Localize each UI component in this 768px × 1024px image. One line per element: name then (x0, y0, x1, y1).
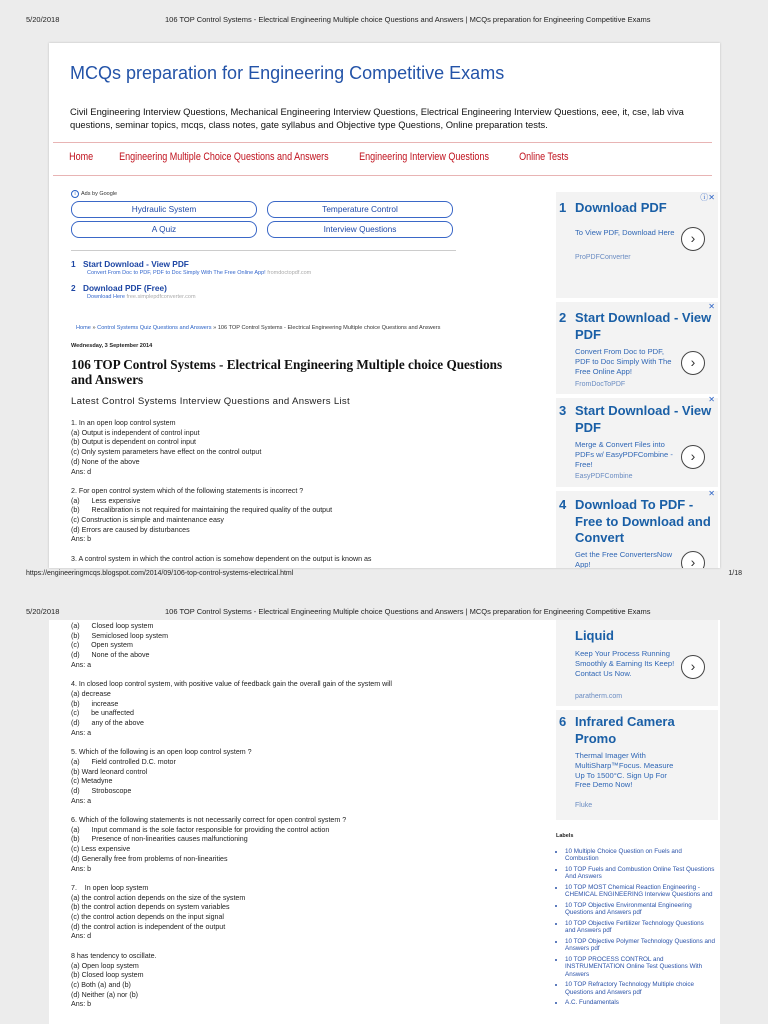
qa-list-page2 (71, 622, 531, 1010)
text-ad-desc: Convert From Doc to PDF, PDF to Doc Simply With The Free Online App! fromdoctopdf.com (87, 270, 312, 276)
side-ad-separator (556, 706, 718, 710)
qa-line: (c) Construction is simple and maintenance easy (71, 516, 224, 525)
qa-line (71, 874, 531, 884)
text-ad-title[interactable]: Download PDF (Free) (83, 283, 167, 293)
ad-divider (71, 250, 456, 251)
post-subheading: Latest Control Systems Interview Questions and Answers List (71, 396, 350, 407)
side-ad-desc: Convert From Doc to PDF, PDF to Doc Simply With The Free Online App! (575, 347, 672, 376)
qa-line: (b) Closed loop system (71, 971, 144, 980)
qa-line: 8 has tendency to oscillate. (71, 951, 157, 960)
qa-line: Ans: d (71, 467, 92, 476)
qa-line: (a) Input command is the sole factor responsible for providing the control action (71, 825, 330, 834)
label-link[interactable]: • 10 TOP Refractory Technology Multiple choice Questions and Answers pdf (565, 981, 716, 996)
nav-interview[interactable]: Engineering Interview Questions (359, 151, 489, 163)
qa-line: Ans: b (71, 535, 92, 544)
qa-line (71, 671, 531, 681)
ad-pill-hydraulic[interactable]: Hydraulic System (71, 201, 257, 218)
print-title: 106 TOP Control Systems - Electrical Engineering Multiple choice Questions and Answers | MCQs preparation for Engineering Competitive Exams (165, 607, 651, 616)
qa-line: 5. Which of the following is an open loop control system ? (71, 748, 252, 757)
side-ad-1[interactable] (556, 193, 718, 284)
page-two (49, 620, 720, 1024)
text-ad-number: 1 (71, 259, 76, 269)
side-ad-6[interactable] (556, 714, 718, 814)
side-ad-rail (556, 192, 718, 568)
breadcrumb-category[interactable]: Control Systems Quiz Questions and Answers (97, 325, 212, 331)
site-description: Civil Engineering Interview Questions, Mechanical Engineering Interview Questions, Electrical Engineering Interview Questions, eee, it, cse, lab viva questions, seminar topics, mcqs, class notes, gate syllabus and Objective type Questions, Online preparation tests. (70, 106, 684, 130)
side-ad-separator (556, 394, 718, 398)
qa-line: (b) increase (71, 699, 119, 708)
label-link[interactable]: • 10 TOP PROCESS CONTROL and INSTRUMENTATION Online Test Questions With Answers (565, 956, 716, 978)
label-link[interactable]: • 10 TOP Objective Environmental Engineering Questions and Answers pdf (565, 902, 716, 917)
side-ad-number: 2 (559, 310, 567, 325)
qa-line: (c) Metadyne (71, 777, 113, 786)
side-ad-source: EasyPDFCombine (575, 473, 633, 480)
chevron-right-icon[interactable]: › (681, 551, 705, 568)
qa-line: Ans: a (71, 796, 92, 805)
side-ad-desc: To View PDF, Download Here (575, 228, 675, 237)
qa-line: (a) Less expensive (71, 496, 141, 505)
qa-line (71, 942, 531, 952)
print-header (0, 15, 768, 29)
qa-line: (c) Only system parameters have effect on the control output (71, 448, 262, 457)
breadcrumb-home[interactable]: Home (76, 325, 91, 331)
nav-mcq[interactable]: Engineering Multiple Choice Questions and Answers (119, 151, 329, 163)
side-ad-desc: Merge & Convert Files into PDFs w/ EasyPDFCombine - Free! (575, 440, 673, 469)
side-ad-title[interactable]: Download To PDF - Free to Download and Convert (575, 497, 711, 545)
qa-line: (c) Open system (71, 641, 133, 650)
close-icon[interactable]: ✕ (708, 395, 715, 404)
side-ad-source: Fluke (575, 802, 593, 809)
qa-line: 2. For open control system which of the following statements is incorrect ? (71, 486, 304, 495)
text-ad-2[interactable] (71, 283, 196, 300)
label-link[interactable]: • 10 TOP Objective Polymer Technology Questions and Answers pdf (565, 938, 716, 953)
qa-line: (b) Output is dependent on control input (71, 438, 197, 447)
qa-line: 7. In open loop system (71, 883, 149, 892)
chevron-right-icon[interactable]: › (681, 445, 705, 469)
labels-heading: Labels (556, 833, 574, 839)
nav-online-tests[interactable]: Online Tests (519, 151, 569, 163)
qa-line: (a) Field controlled D.C. motor (71, 757, 176, 766)
print-header-2 (0, 607, 768, 621)
side-ad-source: paratherm.com (575, 693, 623, 700)
print-date: 5/20/2018 (26, 15, 60, 24)
site-title[interactable]: MCQs preparation for Engineering Competitive Exams (70, 63, 505, 83)
qa-line (71, 477, 531, 487)
qa-line: (b) the control action depends on system variables (71, 903, 230, 912)
qa-line: (d) Errors are caused by disturbances (71, 525, 190, 534)
qa-line: (d) None of the above (71, 651, 150, 660)
qa-line: (c) Both (a) and (b) (71, 980, 131, 989)
ad-choices-icon[interactable]: ⓘ✕ (700, 193, 715, 202)
side-ad-number: 1 (559, 200, 567, 215)
qa-list-page1 (71, 419, 531, 565)
qa-line: (b) Semiclosed loop system (71, 631, 168, 640)
qa-line: (c) be unaffected (71, 709, 134, 718)
qa-line: Ans: b (71, 864, 92, 873)
labels-list (556, 848, 716, 1007)
qa-line: Ans: a (71, 728, 92, 737)
side-ad-2[interactable] (556, 302, 718, 394)
qa-line: (d) the control action is independent of the output (71, 922, 226, 931)
print-page-number: 1/18 (728, 570, 742, 577)
side-ad-desc: Get the Free ConvertersNow App! (575, 550, 673, 568)
qa-line: (d) any of the above (71, 719, 144, 728)
label-link[interactable]: • A.C. Fundamentals (565, 999, 716, 1006)
ads-by-google[interactable] (71, 190, 117, 198)
side-ad-title[interactable]: Infrared Camera Promo (575, 714, 675, 746)
side-ad-number: 6 (559, 714, 567, 729)
side-ad-desc: Keep Your Process Running Smoothly & Earning Its Keep! Contact Us Now. (575, 649, 675, 678)
labels-widget (556, 833, 716, 1010)
side-ad-title[interactable]: Start Download - View PDF (575, 310, 712, 342)
nav-home[interactable]: Home (69, 151, 94, 163)
qa-line: (c) the control action depends on the input signal (71, 913, 225, 922)
side-ad-3[interactable] (556, 395, 718, 483)
main-nav (65, 151, 605, 163)
label-link[interactable]: • 10 TOP Objective Fertilizer Technology Questions and Answers pdf (565, 920, 716, 935)
label-link[interactable]: • 10 Multiple Choice Question on Fuels and Combustion (565, 848, 716, 863)
label-link[interactable]: • 10 TOP MOST Chemical Reaction Engineering - CHEMICAL ENGINEERING Interview Questions and (565, 884, 716, 899)
qa-line: (d) Generally free from problems of non-linearities (71, 854, 228, 863)
post-title: 106 TOP Control Systems - Electrical Engineering Multiple choice Questions and Answers (71, 357, 503, 387)
qa-line (71, 545, 531, 555)
qa-line: Ans: b (71, 1000, 92, 1009)
print-url: https://engineeringmcqs.blogspot.com/2014/09/106-top-control-systems-electrical.html (26, 570, 294, 577)
close-icon[interactable]: ✕ (708, 302, 715, 311)
qa-line: 3. A control system in which the control action is somehow dependent on the output is known as (71, 554, 372, 563)
qa-line: 4. In closed loop control system, with positive value of feedback gain the overall gain of the system will (71, 680, 392, 689)
text-ad-number: 2 (71, 283, 76, 293)
qa-line: 6. Which of the following statements is not necessarily correct for open control system ? (71, 816, 347, 825)
qa-line: (c) Less expensive (71, 845, 131, 854)
qa-line: (a) Open loop system (71, 961, 139, 970)
qa-line: 1. In an open loop control system (71, 419, 176, 427)
side-ad-number: 3 (559, 403, 567, 418)
ad-pill-temperature[interactable]: Temperature Control (267, 201, 453, 218)
print-footer (0, 570, 768, 582)
side-ad-source: ProPDFConverter (575, 254, 631, 261)
breadcrumb: Home » Control Systems Quiz Questions and Answers » 106 TOP Control Systems - Electrical Engineering Multiple choice Questions and Answers (76, 325, 441, 331)
side-ad-number: 4 (559, 497, 567, 512)
text-ad-desc: Download Here free.simplepdfconverter.com (87, 294, 196, 300)
label-link[interactable]: • 10 TOP Fuels and Combustion Online Test Questions And Answers (565, 866, 716, 881)
ads-by-label: Ads by Google (81, 191, 118, 197)
qa-line: Ans: a (71, 660, 92, 669)
qa-line (71, 738, 531, 748)
close-icon[interactable]: ✕ (708, 489, 715, 498)
info-icon: i (71, 190, 79, 198)
chevron-right-icon[interactable]: › (681, 655, 705, 679)
qa-line (71, 806, 531, 816)
qa-line: (a) decrease (71, 689, 111, 698)
side-ad-5-cont[interactable] (556, 628, 718, 708)
print-title: 106 TOP Control Systems - Electrical Engineering Multiple choice Questions and Answers | MCQs preparation for Engineering Competitive Exams (165, 15, 651, 24)
chevron-right-icon[interactable]: › (681, 227, 705, 251)
qa-line: (d) None of the above (71, 457, 140, 466)
qa-line: (d) Neither (a) nor (b) (71, 990, 139, 999)
chevron-right-icon[interactable]: › (681, 351, 705, 375)
nav-border-bottom (53, 175, 712, 176)
side-ad-desc: Thermal Imager With MultiSharp™Focus. Measure Up To 1500°C. Sign Up For Free Demo Now! (575, 751, 674, 790)
side-ad-source: FromDocToPDF (575, 381, 626, 388)
print-date: 5/20/2018 (26, 607, 60, 616)
ad-pill-interview[interactable]: Interview Questions (267, 221, 453, 238)
side-ad-separator (556, 487, 718, 491)
ad-pill-quiz[interactable]: A Quiz (71, 221, 257, 238)
qa-line: (d) Stroboscope (71, 786, 132, 795)
qa-line: (b) Presence of non-linearities causes malfunctioning (71, 835, 248, 844)
side-ad-rail-2 (556, 620, 718, 820)
side-ad-title[interactable]: Start Download - View PDF (575, 403, 712, 435)
nav-border-top (53, 142, 712, 143)
qa-line: (b) Recalibration is not required for maintaining the required quality of the output (71, 506, 333, 515)
breadcrumb-current: 106 TOP Control Systems - Electrical Engineering Multiple choice Questions and Answers (217, 325, 441, 331)
side-ad-title[interactable]: Liquid (575, 628, 614, 643)
page-one (49, 43, 720, 568)
qa-line: (a) the control action depends on the size of the system (71, 893, 246, 902)
qa-line: (a) Closed loop system (71, 622, 154, 630)
side-ad-separator (556, 298, 718, 302)
text-ad-title[interactable]: Start Download - View PDF (83, 259, 189, 269)
qa-line: (a) Output is independent of control input (71, 428, 200, 437)
qa-line: (b) Ward leonard control (71, 767, 148, 776)
qa-line: Ans: d (71, 932, 92, 941)
side-ad-title[interactable]: Download PDF (575, 200, 667, 215)
post-date: Wednesday, 3 September 2014 (71, 343, 153, 349)
side-ad-4[interactable] (556, 489, 718, 568)
text-ad-1[interactable] (71, 259, 311, 276)
